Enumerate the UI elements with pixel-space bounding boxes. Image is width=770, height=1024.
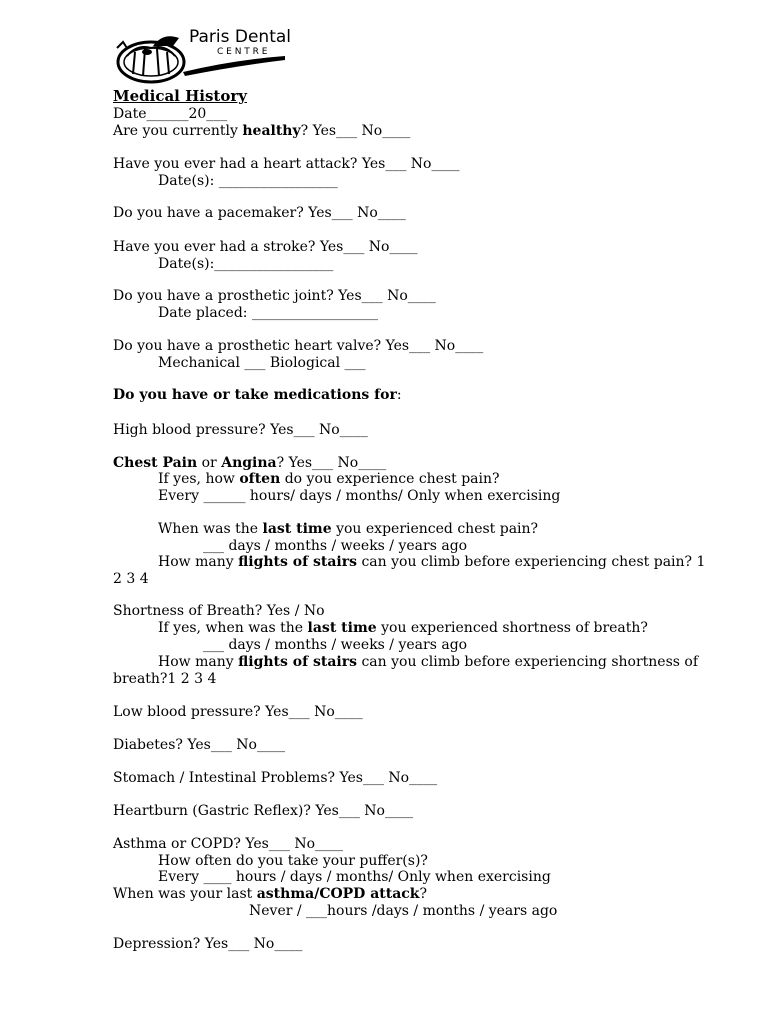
heartburn-question: Heartburn (Gastric Reflex)? Yes___ No____ xyxy=(113,803,413,819)
low-blood-pressure-question: Low blood pressure? Yes___ No____ xyxy=(113,704,363,720)
shortness-of-breath-question: Shortness of Breath? Yes / No xyxy=(113,603,325,619)
chest-pain-often: If yes, how often do you experience chest pain? xyxy=(158,471,500,487)
sob-days-ago: ___ days / months / weeks / years ago xyxy=(203,637,468,653)
valve-type: Mechanical ___ Biological ___ xyxy=(158,355,366,371)
sob-stairs-options: breath?1 2 3 4 xyxy=(113,671,217,687)
heart-valve-question: Do you have a prosthetic heart valve? Yes___ No____ xyxy=(113,338,484,354)
last-asthma-attack: When was your last asthma/COPD attack? xyxy=(113,886,428,902)
depression-question: Depression? Yes___ No____ xyxy=(113,936,303,952)
asthma-question: Asthma or COPD? Yes___ No____ xyxy=(113,836,343,852)
chest-pain-question: Chest Pain or Angina? Yes___ No____ xyxy=(113,455,387,471)
tooth-emblem-icon xyxy=(117,36,184,82)
logo-swoosh xyxy=(183,56,285,76)
paris-dental-logo xyxy=(113,20,293,86)
medications-heading: Do you have or take medications for: xyxy=(113,387,402,403)
asthma-attack-options: Never / ___hours /days / months / years ago xyxy=(249,903,558,919)
puffer-question: How often do you take your puffer(s)? xyxy=(158,853,428,869)
stomach-question: Stomach / Intestinal Problems? Yes___ No____ xyxy=(113,770,438,786)
prosthetic-joint-question: Do you have a prosthetic joint? Yes___ No____ xyxy=(113,288,436,304)
chest-pain-stairs-options: 2 3 4 xyxy=(113,571,149,587)
logo-name: Paris Dental xyxy=(189,27,292,47)
stroke-dates: Date(s):_________________ xyxy=(158,256,334,272)
chest-pain-days-ago: ___ days / months / weeks / years ago xyxy=(203,538,468,554)
heart-attack-question: Have you ever had a heart attack? Yes___ No____ xyxy=(113,156,460,172)
logo-subtitle: C E N T R E xyxy=(217,47,268,57)
pacemaker-question: Do you have a pacemaker? Yes___ No____ xyxy=(113,205,406,221)
sob-last-time: If yes, when was the last time you experienced shortness of breath? xyxy=(158,620,648,636)
stroke-question: Have you ever had a stroke? Yes___ No____ xyxy=(113,239,418,255)
healthy-question: Are you currently healthy? Yes___ No____ xyxy=(113,123,411,139)
form-title: Medical History xyxy=(113,87,247,105)
date-placed: Date placed: __________________ xyxy=(158,305,378,321)
high-blood-pressure-question: High blood pressure? Yes___ No____ xyxy=(113,422,368,438)
diabetes-question: Diabetes? Yes___ No____ xyxy=(113,737,285,753)
sob-stairs: How many flights of stairs can you climb before experiencing shortness of xyxy=(158,654,699,670)
date-line: Date______20___ xyxy=(113,106,228,122)
puffer-frequency: Every ____ hours / days / months/ Only when exercising xyxy=(158,869,551,885)
chest-pain-last-time: When was the last time you experienced chest pain? xyxy=(158,521,539,537)
chest-pain-stairs: How many flights of stairs can you climb before experiencing chest pain? 1 xyxy=(158,554,706,570)
chest-pain-frequency: Every ______ hours/ days / months/ Only when exercising xyxy=(158,488,561,504)
heart-attack-dates: Date(s): _________________ xyxy=(158,173,338,189)
